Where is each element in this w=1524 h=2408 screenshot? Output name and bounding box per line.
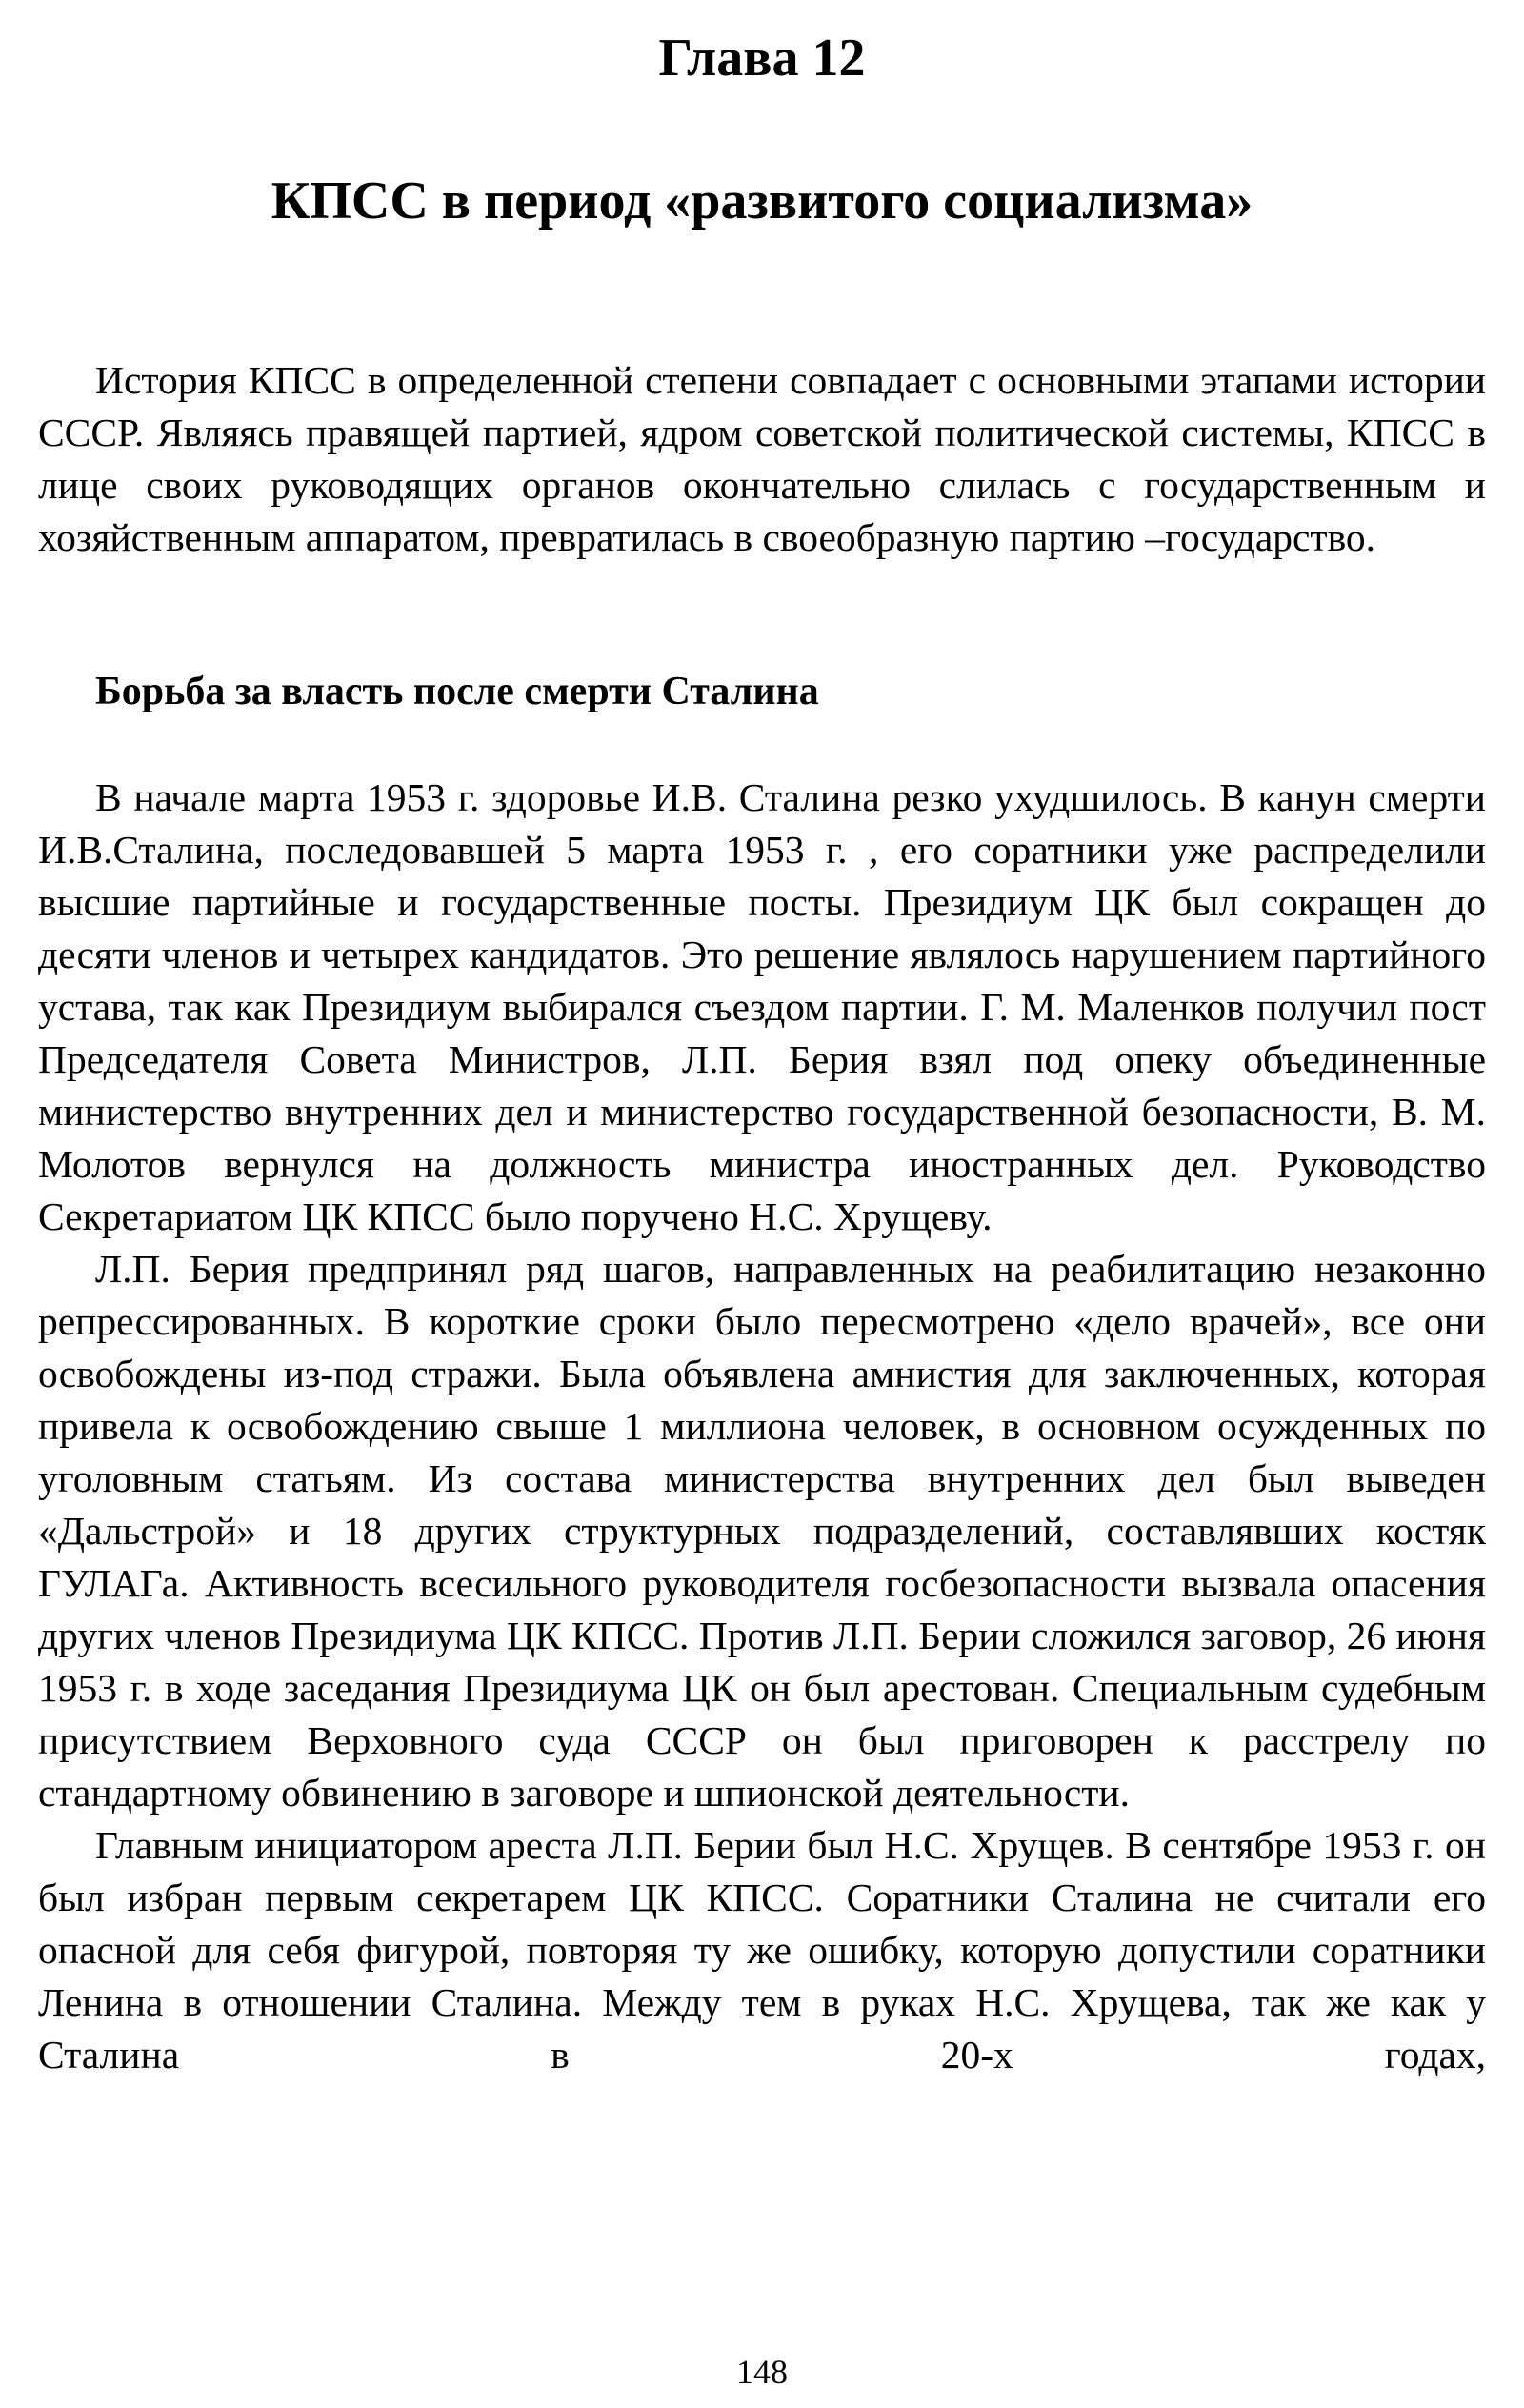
- section-body: [38, 772, 1486, 2081]
- paragraph: В начале марта 1953 г. здоровье И.В. Сталина резко ухудшилось. В канун смерти И.В.Сталина, последовавшей 5 марта 1953 г. , его соратники уже распределили высшие партийные и государственные посты. Президиум ЦК был сокращен до десяти членов и четырех кандидатов. Это решение являлось нарушением партийного устава, так как Президиум выбирался съездом партии. Г. М. Маленков получил пост Председателя Совета Министров, Л.П. Берия взял под опеку объединенные министерство внутренних дел и министерство государственной безопасности, В. М. Молотов вернулся на должность министра иностранных дел. Руководство Секретариатом ЦК КПСС было поручено Н.С. Хрущеву.: [38, 775, 1486, 1238]
- paragraph: Л.П. Берия предпринял ряд шагов, направленных на реабилитацию незаконно репрессированных. В короткие сроки было пересмотрено «дело врачей», все они освобождены из-под стражи. Была объявлена амнистия для заключенных, которая привела к освобождению свыше 1 миллиона человек, в основном осужденных по уголовным статьям. Из состава министерства внутренних дел был выведен «Дальстрой» и 18 других структурных подразделений, составлявших костяк ГУЛАГа. Активность всесильного руководителя госбезопасности вызвала опасения других членов Президиума ЦК КПСС. Против Л.П. Берии сложился заговор, 26 июня 1953 г. в ходе заседания Президиума ЦК он был арестован. Специальным судебным присутствием Верховного суда СССР он был приговорен к расстрелу по стандартному обвинению в заговоре и шпионской деятельности.: [38, 1247, 1486, 1815]
- chapter-title: Глава 12: [658, 29, 866, 88]
- page-number: 148: [736, 2353, 788, 2391]
- intro-block: [38, 354, 1486, 564]
- section-heading: Борьба за власть после смерти Сталина: [95, 670, 819, 713]
- intro-paragraph: История КПСС в определенной степени совпадает с основными этапами истории СССР. Являясь правящей партией, ядром советской политической системы, КПСС в лице своих руководящих органов окончательно слилась с государственным и хозяйственным аппаратом, превратилась в своеобразную партию –государство.: [38, 358, 1486, 559]
- paragraph: Главным инициатором ареста Л.П. Берии был Н.С. Хрущев. В сентябре 1953 г. он был избран первым секретарем ЦК КПСС. Соратники Сталина не считали его опасной для себя фигурой, повторяя ту же ошибку, которую допустили соратники Ленина в отношении Сталина. Между тем в руках Н.С. Хрущева, так же как у Сталина в 20-х годах,: [38, 1823, 1486, 2077]
- book-page: [38, 0, 1486, 2408]
- chapter-subtitle: КПСС в период «развитого социализма»: [271, 171, 1253, 231]
